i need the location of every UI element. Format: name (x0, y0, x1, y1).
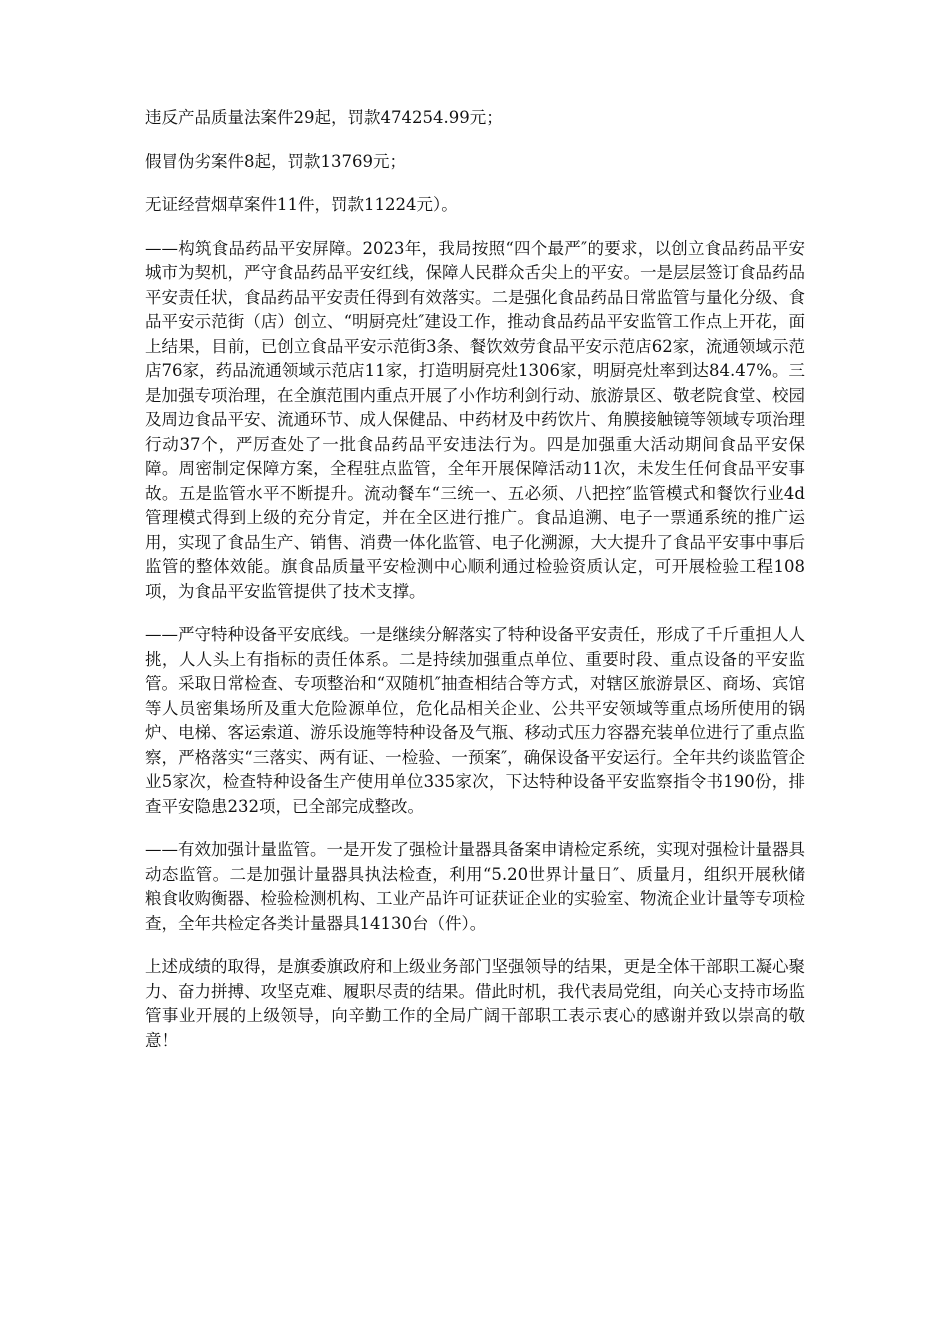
paragraph-metrology: ——有效加强计量监管。一是开发了强检计量器具备案申请检定系统，实现对强检计量器具动态监管。二是加强计量器具执法检查，利用“5.20世界计量日″、质量月，组织开展秋储粮食收购衡器、检验检测机构、工业产品许可证获证企业的实验室、物流企业计量等专项检查，全年共检定各类计量器具14130台（件）。 (145, 840, 805, 933)
paragraph-food-drug-safety: ——构筑食品药品平安屏障。2023年，我局按照“四个最严″的要求，以创立食品药品平安城市为契机，严守食品药品平安红线，保障人民群众舌尖上的平安。一是层层签订食品药品平安责任状，食品药品平安责任得到有效落实。二是强化食品药品日常监管与量化分级、食品平安示范街（店）创立、“明厨亮灶″建设工作，推动食品药品平安监管工作点上开花，面上结果，目前，已创立食品平安示范街3条、餐饮效劳食品平安示范店62家，流通领域示范店76家，药品流通领域示范店11家，打造明厨亮灶1306家，明厨亮灶率到达84.47%。三是加强专项治理，在全旗范围内重点开展了小作坊利剑行动、旅游景区、敬老院食堂、校园及周边食品平安、流通环节、成人保健品、中药材及中药饮片、角膜接触镜等领域专项治理行动37个，严厉查处了一批食品药品平安违法行为。四是加强重大活动期间食品平安保障。周密制定保障方案，全程驻点监管，全年开展保障活动11次，未发生任何食品平安事故。五是监管水平不断提升。流动餐车“三统一、五必须、八把控″监管模式和餐饮行业4d管理模式得到上级的充分肯定，并在全区进行推广。食品追溯、电子一票通系统的推广运用，实现了食品生产、销售、消费一体化监管、电子化溯源，大大提升了食品平安事中事后监管的整体效能。旗食品质量平安检测中心顺利通过检验资质认定，可开展检验工程108项，为食品平安监管提供了技术支撑。 (145, 238, 805, 601)
paragraph-counterfeit-cases: 假冒伪劣案件8起，罚款13769元； (145, 151, 406, 171)
paragraph-product-quality-cases: 违反产品质量法案件29起，罚款474254.99元； (145, 108, 503, 127)
paragraph-special-equipment: ——严守特种设备平安底线。一是继续分解落实了特种设备平安责任，形成了千斤重担人人挑，人人头上有指标的责任体系。二是持续加强重点单位、重要时段、重点设备的平安监管。采取日常检查、专项整治和“双随机″抽查相结合等方式，对辖区旅游景区、商场、宾馆等人员密集场所及重大危险源单位，危化品相关企业、公共平安领域等重点场所使用的锅炉、电梯、客运索道、游乐设施等特种设备及气瓶、移动式压力容器充装单位进行了重点监察，严格落实“三落实、两有证、一检验、一预案″，确保设备平安运行。全年共约谈监管企业5家次，检查特种设备生产使用单位335家次，下达特种设备平安监察指令书190份，排查平安隐患232项，已全部完成整改。 (145, 625, 805, 816)
document-page (145, 106, 805, 1072)
paragraph-acknowledgement: 上述成绩的取得，是旗委旗政府和上级业务部门坚强领导的结果，更是全体干部职工凝心聚力、奋力拼搏、攻坚克难、履职尽责的结果。借此时机，我代表局党组，向关心支持市场监管事业开展的上级领导，向辛勤工作的全局广阔干部职工表示衷心的感谢并致以崇高的敬意！ (145, 957, 805, 1050)
paragraph-tobacco-cases: 无证经营烟草案件11件，罚款11224元）。 (145, 195, 458, 214)
